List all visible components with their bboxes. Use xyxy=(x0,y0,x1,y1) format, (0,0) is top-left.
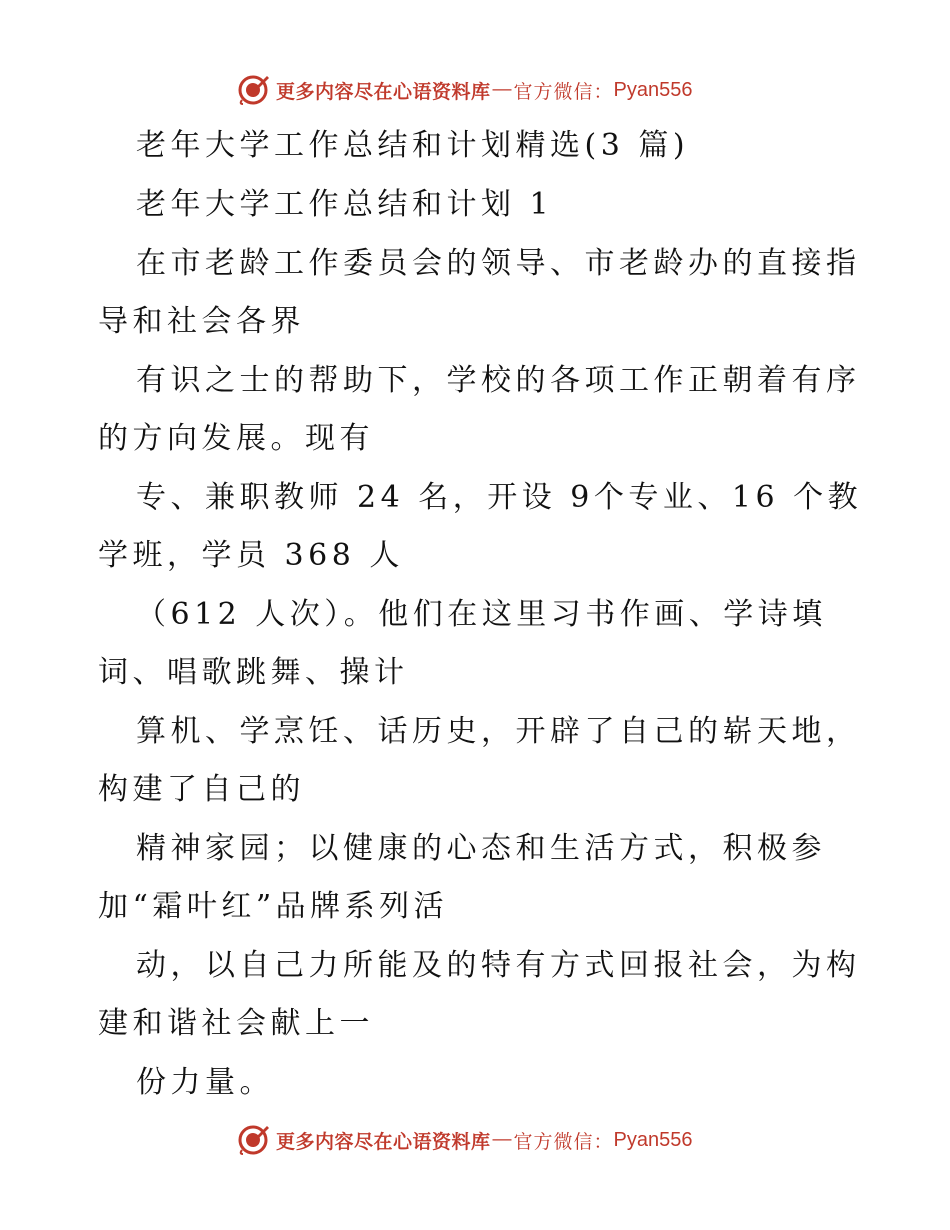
section-heading: 老年大学工作总结和计划 1 xyxy=(136,187,554,222)
body-line: 算机、学烹饪、话历史，开辟了自己的崭天地， xyxy=(136,714,861,749)
body-line: 加“霜叶红”品牌系列活 xyxy=(98,889,449,924)
banner-wechat-id: Pyan556 xyxy=(613,78,693,101)
body-line: 的方向发展。现有 xyxy=(98,421,374,456)
body-line: 份力量。 xyxy=(136,1065,274,1100)
pen-logo-icon xyxy=(236,73,270,107)
pen-logo-icon xyxy=(236,1123,270,1157)
body-line: 在市老龄工作委员会的领导、市老龄办的直接指 xyxy=(136,246,861,281)
document-title: 老年大学工作总结和计划精选(3 篇) xyxy=(136,128,690,163)
body-line: （612 人次）。他们在这里习书作画、学诗填 xyxy=(136,597,827,632)
body-line: 有识之士的帮助下，学校的各项工作正朝着有序 xyxy=(136,363,861,398)
footer-banner xyxy=(236,1122,693,1158)
body-line: 构建了自己的 xyxy=(98,772,305,807)
body-line: 专、兼职教师 24 名，开设 9个专业、16 个教 xyxy=(136,480,863,515)
banner-dash: — xyxy=(492,79,512,100)
banner-sub-text: 官方微信： xyxy=(513,80,614,103)
header-banner xyxy=(236,72,693,108)
body-line: 学班，学员 368 人 xyxy=(98,538,404,573)
body-line: 动，以自己力所能及的特有方式回报社会，为构 xyxy=(136,948,861,983)
body-line: 导和社会各界 xyxy=(98,304,305,339)
body-line: 词、唱歌跳舞、操计 xyxy=(98,655,409,690)
body-line: 精神家园；以健康的心态和生活方式，积极参 xyxy=(136,831,826,866)
banner-sub-text: 官方微信： xyxy=(513,1130,614,1153)
banner-wechat-id: Pyan556 xyxy=(613,1128,693,1151)
banner-main-text: 更多内容尽在心语资料库 xyxy=(276,80,491,103)
banner-dash: — xyxy=(492,1129,512,1150)
body-line: 建和谐社会献上一 xyxy=(98,1006,374,1041)
banner-main-text: 更多内容尽在心语资料库 xyxy=(276,1130,491,1153)
